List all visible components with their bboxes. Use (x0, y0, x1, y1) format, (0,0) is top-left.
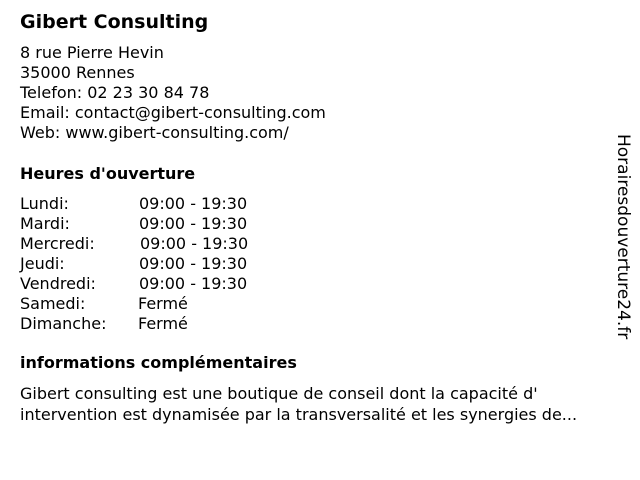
time-value: 09:00 - 19:30 (139, 254, 248, 273)
day-label: Jeudi: (20, 254, 65, 273)
city-postcode: 35000 Rennes (20, 63, 135, 82)
day-label: Mardi: (20, 214, 70, 233)
time-value: 09:00 - 19:30 (139, 194, 248, 213)
time-value: 09:00 - 19:30 (140, 234, 249, 253)
business-name: Gibert Consulting (20, 11, 209, 33)
day-label: Dimanche: (20, 314, 107, 333)
info-line: Gibert consulting est une boutique de conseil dont la capacité d' (20, 384, 538, 403)
site-watermark: Horairesdouverture24.fr (613, 134, 633, 340)
address-block (20, 43, 326, 143)
time-value: Fermé (138, 314, 188, 333)
website-address: Web: www.gibert-consulting.com/ (20, 123, 289, 142)
day-label: Vendredi: (20, 274, 96, 293)
day-label: Lundi: (20, 194, 69, 213)
info-line: intervention est dynamisée par la transversalité et les synergies de... (20, 405, 578, 424)
additional-info-heading: informations complémentaires (20, 353, 297, 372)
phone-number: Telefon: 02 23 30 84 78 (20, 83, 210, 102)
day-label: Mercredi: (20, 234, 95, 253)
time-value: 09:00 - 19:30 (139, 274, 248, 293)
opening-hours-heading: Heures d'ouverture (20, 164, 196, 183)
street-address: 8 rue Pierre Hevin (20, 43, 164, 62)
time-value: 09:00 - 19:30 (139, 214, 248, 233)
day-label: Samedi: (20, 294, 86, 313)
email-address: Email: contact@gibert-consulting.com (20, 103, 326, 122)
time-value: Fermé (138, 294, 188, 313)
additional-info-text (20, 383, 624, 425)
